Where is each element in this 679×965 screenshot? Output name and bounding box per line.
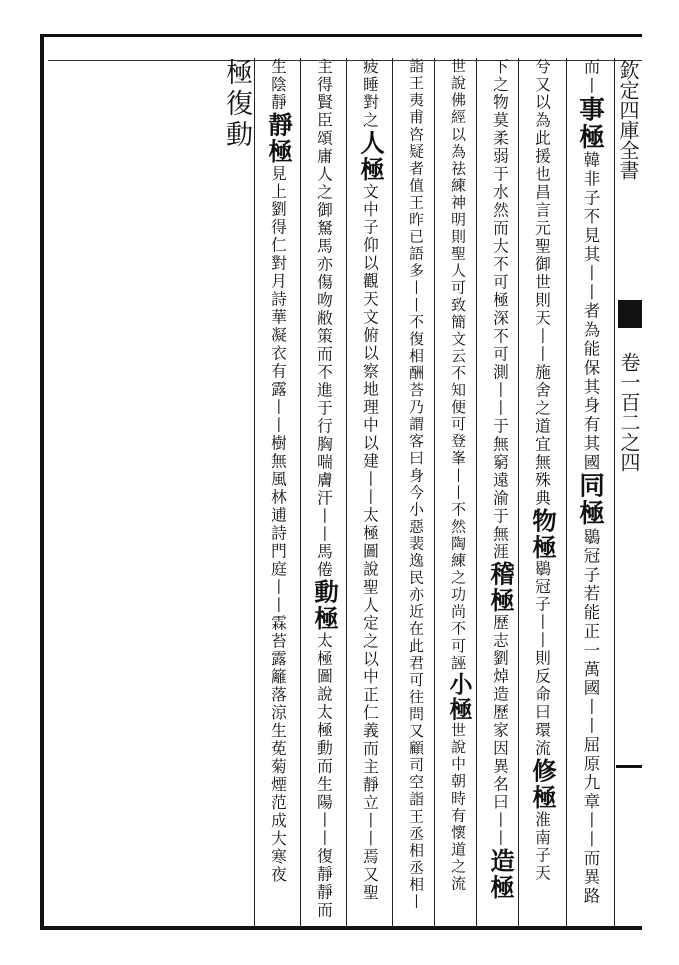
- text-column: [258, 58, 298, 884]
- text-column: [570, 58, 610, 906]
- text-segment: 下之物莫柔弱于水然而大不可極深不可測丨丨于無窮遠渝于無涯: [491, 58, 510, 562]
- margin-book-title: [614, 60, 642, 180]
- text-segment: 極復動: [221, 58, 252, 151]
- text-segment: 生陰靜: [269, 58, 288, 112]
- column-rule: [346, 58, 347, 926]
- margin-title-text: 欽定四庫全書: [616, 60, 640, 180]
- text-segment: 淮南子天: [533, 810, 552, 883]
- text-segment: 韓非子不見其丨丨者為能保其身有其國: [581, 151, 600, 473]
- text-segment: 見上劉得仁對月詩華凝衣有露丨丨樹無風林逋詩門庭丨丨霖苔露籬落涼生莬菊煙范成大寒夜: [269, 164, 288, 884]
- margin-volume: [616, 352, 642, 472]
- headword: 同極: [575, 472, 605, 528]
- column-rule: [566, 58, 567, 926]
- fish-tail-ornament: [618, 300, 642, 326]
- text-column: [480, 58, 520, 901]
- text-column: [522, 58, 562, 883]
- headword: 造極: [486, 847, 515, 901]
- text-segment: 鶡冠子若能正一萬國丨丨屈原九章丨丨而異路: [581, 527, 600, 906]
- text-segment: 太極圖說太極動而生陽丨丨復靜靜而: [315, 632, 334, 920]
- headword: 物極: [528, 507, 557, 561]
- headword: 人極: [356, 129, 385, 183]
- text-column: [304, 58, 344, 920]
- text-column: [350, 58, 390, 902]
- header-strip: [48, 34, 642, 61]
- column-rule: [392, 58, 393, 926]
- headword: 事極: [575, 95, 605, 152]
- text-column: [396, 58, 436, 911]
- column-rule: [300, 58, 301, 926]
- text-segment: 世說佛經以為祛練神明則聖人可致簡文云不知便可登峯丨丨不然陶練之功尚不可誣: [449, 58, 467, 672]
- text-segment: 而: [581, 58, 600, 77]
- headword: 靜極: [264, 111, 293, 165]
- headword: 修極: [528, 758, 557, 811]
- page-margin: [614, 58, 642, 926]
- headword: 動極: [310, 579, 339, 633]
- text-segment: 文中子仰以觀天文俯以察地理中以建丨丨太極圖說聖人定之以中正仁義而主靜立丨丨焉又聖: [361, 182, 380, 902]
- margin-bottom-mark: [616, 765, 642, 782]
- text-segment: 詣王夷甫咨疑者值王昨已語多丨丨不復相酬荅乃謂客曰身今小惡裴逸民亦近在此君可往問又顧司空詣王丞相丞相丨: [407, 58, 425, 911]
- text-segment: 世說中朝時有懷道之流: [449, 722, 467, 893]
- fish-tail-ornament-lower: [618, 326, 642, 338]
- text-segment: 主得賢臣頌庸人之御駑馬亦傷吻敝策而不進于行胸喘膚汗丨丨馬倦: [315, 58, 334, 580]
- headword: 小極: [445, 671, 472, 723]
- margin-volume-text: 卷一百二之四: [617, 352, 641, 472]
- text-column: [216, 58, 256, 151]
- text-segment: 丨: [581, 76, 600, 96]
- text-segment: 鶡冠子丨丨則反命曰環流: [533, 560, 552, 759]
- text-segment: 歷志劉焯造歷家因異名曰丨丨: [491, 614, 510, 848]
- headword: 稽極: [486, 561, 515, 615]
- text-segment: 疲睡對之: [361, 58, 380, 130]
- text-segment: 兮又以為此援也昌言元聖御世則天丨丨施舍之道宜無殊典: [533, 58, 552, 508]
- column-rule: [254, 58, 255, 926]
- text-column: [438, 58, 478, 893]
